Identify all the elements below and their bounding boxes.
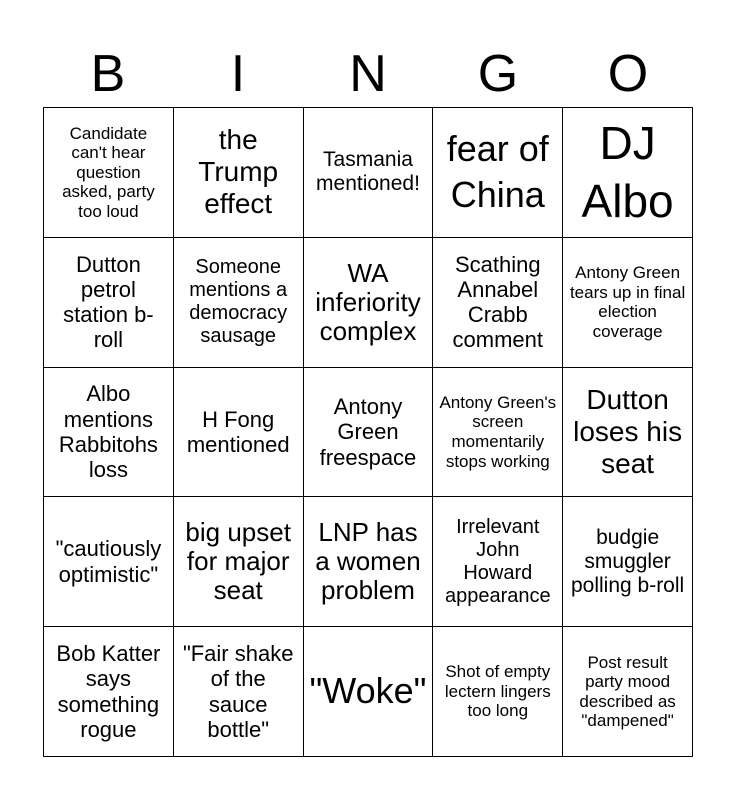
bingo-cell[interactable]: [44, 368, 174, 498]
bingo-cell-text: "Fair shake of the sauce bottle": [182, 641, 294, 742]
bingo-cell-text: Shot of empty lectern lingers too long: [444, 662, 551, 721]
bingo-cell[interactable]: [174, 238, 304, 368]
bingo-cell-text: WA inferiority complex: [315, 257, 421, 346]
bingo-cell[interactable]: [174, 627, 304, 757]
bingo-cell-text: Scathing Annabel Crabb comment: [452, 251, 544, 353]
header-letter-g: G: [477, 45, 519, 103]
bingo-cell-text: H Fong mentioned: [186, 406, 290, 457]
bingo-cell-text: Someone mentions a democracy sausage: [189, 256, 288, 348]
bingo-cell[interactable]: [563, 497, 693, 627]
bingo-cell-text: big upset for major seat: [185, 517, 291, 606]
bingo-cell-text: Dutton petrol station b-roll: [63, 251, 154, 353]
bingo-cell[interactable]: [304, 368, 434, 498]
bingo-cell-text: "Woke": [309, 670, 427, 712]
header-letter-i: I: [230, 45, 246, 103]
bingo-cell-text: Albo mentions Rabbitohs loss: [58, 381, 158, 483]
bingo-cell-text: Antony Green freespace: [319, 394, 417, 470]
bingo-cell-text: Irrelevant John Howard appearance: [444, 515, 551, 607]
bingo-cell[interactable]: [304, 108, 434, 238]
bingo-cell-text: "cautiously optimistic": [55, 536, 162, 587]
bingo-cell-text: Bob Katter says something rogue: [56, 641, 161, 742]
bingo-cell-text: Antony Green tears up in final election coverage: [569, 263, 686, 341]
bingo-header: [43, 40, 693, 108]
bingo-cell-text: Antony Green's screen momentarily stops working: [439, 392, 557, 471]
bingo-cell[interactable]: [433, 368, 563, 498]
bingo-cell-text: the Trump effect: [198, 124, 279, 220]
bingo-cell[interactable]: [433, 627, 563, 757]
bingo-cell[interactable]: [44, 108, 174, 238]
bingo-cell[interactable]: [44, 627, 174, 757]
bingo-cell-text: DJ Albo: [581, 116, 674, 228]
bingo-cell[interactable]: [563, 627, 693, 757]
bingo-cell[interactable]: [174, 497, 304, 627]
bingo-cell-text: budgie smuggler polling b-roll: [570, 525, 685, 597]
bingo-cell[interactable]: [563, 108, 693, 238]
bingo-cell-text: Tasmania mentioned!: [316, 148, 420, 196]
bingo-cell-text: Candidate can't hear question asked, party too loud: [62, 123, 155, 221]
bingo-cell[interactable]: [44, 238, 174, 368]
bingo-grid: [43, 107, 693, 757]
bingo-cell[interactable]: [433, 238, 563, 368]
bingo-cell-text: Post result party mood described as "dampened": [579, 652, 676, 731]
header-letter-n: N: [349, 45, 387, 103]
bingo-cell[interactable]: [304, 238, 434, 368]
bingo-cell[interactable]: [174, 108, 304, 238]
bingo-cell[interactable]: [433, 108, 563, 238]
bingo-cell-text: fear of China: [446, 127, 549, 216]
bingo-cell[interactable]: [174, 368, 304, 498]
header-letter-b: B: [90, 45, 126, 103]
bingo-cell[interactable]: [304, 627, 434, 757]
bingo-cell[interactable]: [304, 497, 434, 627]
bingo-cell[interactable]: [563, 238, 693, 368]
bingo-cell-text: LNP has a women problem: [315, 517, 421, 606]
bingo-cell[interactable]: [563, 368, 693, 498]
bingo-cell[interactable]: [433, 497, 563, 627]
header-letter-o: O: [607, 45, 649, 103]
bingo-cell[interactable]: [44, 497, 174, 627]
bingo-cell-text: Dutton loses his seat: [573, 383, 683, 480]
